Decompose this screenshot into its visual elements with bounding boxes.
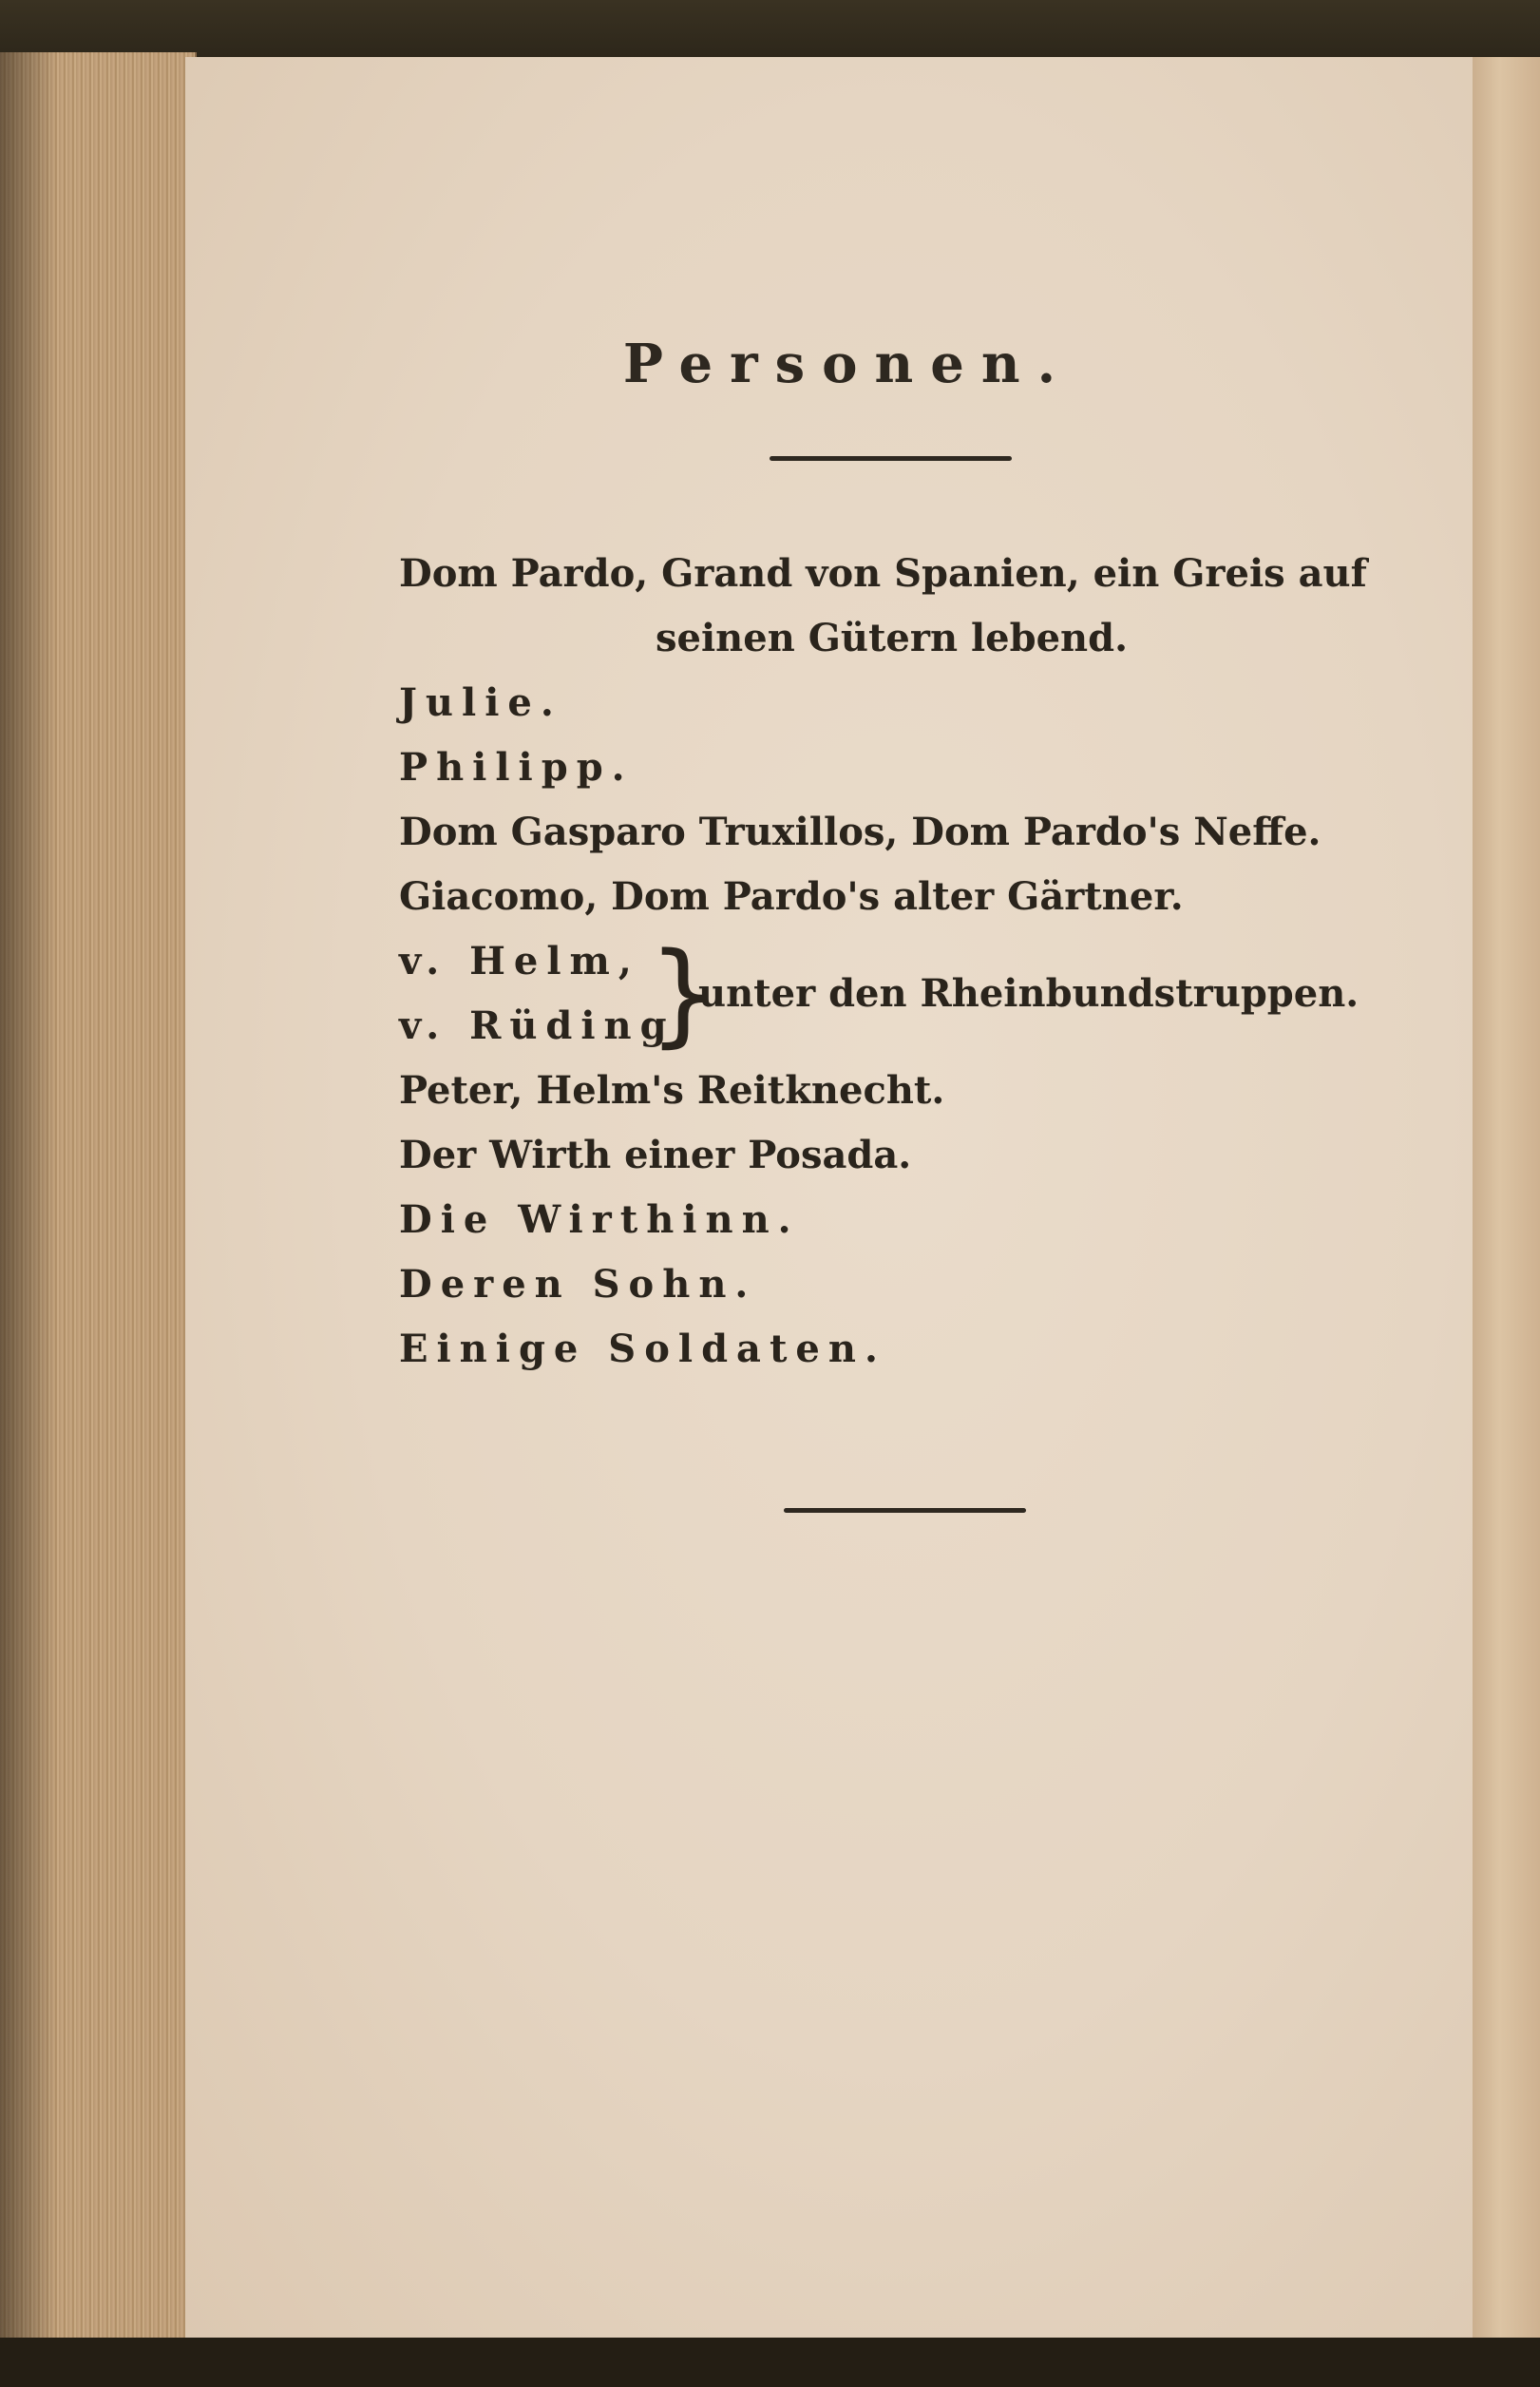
page-title: Personen. (622, 333, 1074, 395)
cast-entry-rueding: v. Rüding, (399, 1003, 697, 1048)
cast-entry-julie: Julie. (399, 680, 562, 725)
ornamental-rule-bottom (784, 1508, 1026, 1513)
cast-entry-philipp: Philipp. (399, 745, 634, 790)
page-block-shadow (0, 52, 57, 2342)
cast-entry-sohn: Deren Sohn. (399, 1262, 757, 1307)
cast-entry-wirthinn: Die Wirthinn. (399, 1197, 800, 1242)
curly-brace: } (648, 927, 720, 1059)
book-page (185, 57, 1473, 2338)
cast-entry-peter: Peter, Helm's Reitknecht. (399, 1068, 945, 1113)
cast-group-officers (399, 929, 1416, 1059)
cast-entry-helm: v. Helm, (399, 939, 640, 983)
cast-list (399, 542, 1416, 1382)
facing-page-edge (1468, 57, 1540, 2338)
cast-group-names (399, 929, 697, 1059)
cast-entry-dom-pardo-continued: seinen Gütern lebend. (656, 616, 1128, 660)
ornamental-rule-top (770, 456, 1012, 461)
cast-group-description: unter den Rheinbundstruppen. (698, 971, 1359, 1016)
cast-entry-gasparo: Dom Gasparo Truxillos, Dom Pardo's Neffe. (399, 810, 1321, 854)
cast-entry-soldaten: Einige Soldaten. (399, 1327, 886, 1371)
cast-entry-wirth: Der Wirth einer Posada. (399, 1133, 912, 1177)
book-bottom-edge (0, 2338, 1540, 2387)
cast-entry-giacomo: Giacomo, Dom Pardo's alter Gärtner. (399, 874, 1184, 919)
cast-entry-dom-pardo: Dom Pardo, Grand von Spanien, ein Greis auf (399, 551, 1367, 596)
